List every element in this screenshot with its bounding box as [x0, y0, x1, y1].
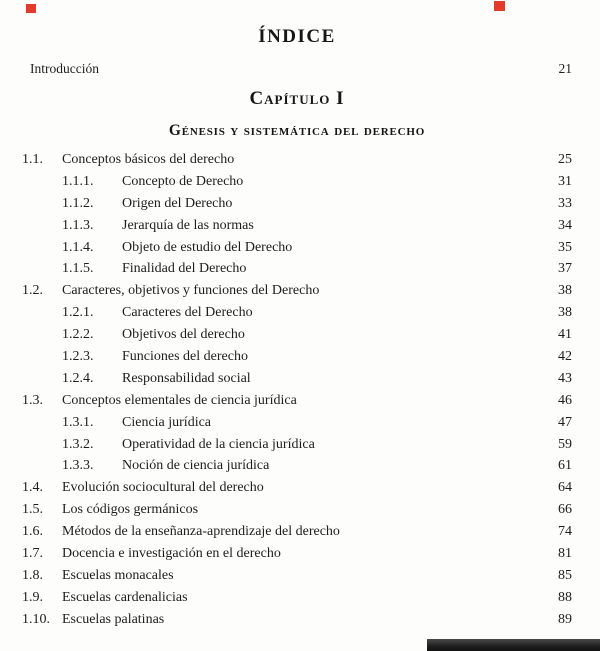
toc-row-number: 1.2.4. — [62, 370, 94, 386]
toc-row-number: 1.2.2. — [62, 327, 94, 343]
toc-row-page-number: 89 — [558, 611, 572, 627]
toc-row-label: Caracteres, objetivos y funciones del Derecho — [62, 283, 320, 299]
toc-row-page-number: 59 — [558, 436, 572, 452]
toc-row-page-number: 42 — [558, 349, 572, 365]
toc-row-number: 1.3.2. — [62, 436, 94, 452]
toc-row-number: 1.3.3. — [62, 458, 94, 474]
toc-row — [22, 455, 572, 477]
toc-row-label: Conceptos básicos del derecho — [62, 152, 235, 167]
toc-row-label: Escuelas palatinas — [62, 611, 165, 627]
toc-row-page-number: 38 — [558, 283, 572, 299]
toc-row-label: Concepto de Derecho — [122, 173, 244, 189]
toc-row — [22, 193, 572, 215]
toc-row-number: 1.2.1. — [62, 305, 94, 321]
toc-row-number: 1.7. — [22, 546, 43, 562]
toc-row-number: 1.1.1. — [62, 173, 94, 189]
toc-row-page-number: 33 — [558, 195, 572, 211]
chapter-number: Capítulo I — [249, 88, 345, 109]
toc-entries — [22, 149, 572, 631]
toc-row-label: Escuelas cardenalicias — [62, 589, 188, 605]
toc-row — [22, 215, 572, 237]
toc-row-page-number: 37 — [558, 261, 572, 277]
toc-row-number: 1.2.3. — [62, 349, 94, 365]
toc-row-page-number: 61 — [558, 458, 572, 474]
toc-row — [22, 477, 572, 499]
toc-row — [22, 565, 572, 587]
toc-row-number: 1.1.4. — [62, 239, 94, 255]
intro-label: Introducción — [30, 61, 99, 76]
toc-row — [22, 302, 572, 324]
intro-page-number: 21 — [558, 61, 572, 76]
toc-row — [22, 434, 572, 456]
toc-row — [22, 324, 572, 346]
toc-row-label: Los códigos germánicos — [62, 502, 199, 518]
toc-row-number: 1.2. — [22, 283, 43, 299]
toc-row — [22, 258, 572, 280]
toc-row-number: 1.4. — [22, 480, 43, 496]
toc-row-number: 1.1.3. — [62, 217, 94, 233]
toc-row-page-number: 41 — [558, 327, 572, 343]
toc-row — [22, 543, 572, 565]
toc-row-number: 1.1.2. — [62, 195, 94, 211]
toc-row — [22, 609, 572, 631]
toc-row-number: 1.1.5. — [62, 261, 94, 277]
toc-row — [22, 346, 572, 368]
toc-row-page-number: 66 — [558, 502, 572, 518]
toc-row-label: Responsabilidad social — [122, 370, 251, 386]
toc-row-label: Evolución sociocultural del derecho — [62, 480, 264, 496]
chapter-title: Génesis y sistemática del derecho — [168, 122, 426, 139]
scan-artifact-bottom-bar — [427, 639, 600, 651]
toc-row-number: 1.9. — [22, 589, 43, 605]
toc-row-page-number: 46 — [558, 392, 572, 408]
toc-row-number: 1.3. — [22, 392, 43, 408]
toc-row-label: Objeto de estudio del Derecho — [122, 239, 293, 255]
toc-row-label: Conceptos elementales de ciencia jurídica — [62, 392, 297, 408]
toc-row-label: Caracteres del Derecho — [122, 305, 253, 321]
toc-row-page-number: 64 — [558, 480, 572, 496]
toc-row — [22, 390, 572, 412]
toc-row-page-number: 43 — [558, 370, 572, 386]
toc-row — [22, 280, 572, 302]
toc-row-label: Métodos de la enseñanza-aprendizaje del derecho — [62, 524, 340, 540]
toc-row-page-number: 47 — [558, 414, 572, 430]
toc-row-number: 1.1. — [22, 152, 43, 167]
toc-row-page-number: 85 — [558, 567, 572, 583]
toc-row-page-number: 81 — [558, 546, 572, 562]
toc-row-page-number: 34 — [558, 217, 572, 233]
toc-row-number: 1.10. — [22, 611, 50, 627]
toc-row-page-number: 88 — [558, 589, 572, 605]
toc-row-page-number: 25 — [558, 152, 572, 167]
toc-row-label: Funciones del derecho — [122, 349, 248, 365]
toc-row-label: Noción de ciencia jurídica — [122, 458, 270, 474]
toc-row-page-number: 38 — [558, 305, 572, 321]
toc-row-label: Docencia e investigación en el derecho — [62, 546, 281, 562]
toc-row-label: Jerarquía de las normas — [122, 217, 254, 233]
toc-row-page-number: 35 — [558, 239, 572, 255]
toc-row — [22, 587, 572, 609]
toc-content — [22, 0, 572, 631]
toc-row-number: 1.6. — [22, 524, 43, 540]
toc-row — [22, 237, 572, 259]
toc-row — [22, 521, 572, 543]
toc-row-label: Origen del Derecho — [122, 195, 233, 211]
toc-row — [22, 171, 572, 193]
toc-row — [22, 412, 572, 434]
toc-row — [22, 368, 572, 390]
toc-row-label: Finalidad del Derecho — [122, 261, 247, 277]
toc-row-label: Operatividad de la ciencia jurídica — [122, 436, 315, 452]
toc-row-label: Ciencia jurídica — [122, 414, 212, 430]
toc-row-label: Objetivos del derecho — [122, 327, 245, 343]
toc-row-number: 1.5. — [22, 502, 43, 518]
toc-row — [22, 149, 572, 171]
toc-row — [22, 499, 572, 521]
toc-row-number: 1.3.1. — [62, 414, 94, 430]
toc-row-label: Escuelas monacales — [62, 567, 174, 583]
toc-row-page-number: 74 — [558, 524, 572, 540]
toc-row-page-number: 31 — [558, 173, 572, 189]
toc-row-number: 1.8. — [22, 567, 43, 583]
toc-entry-introduccion — [22, 61, 572, 77]
page-title: ÍNDICE — [258, 26, 336, 47]
